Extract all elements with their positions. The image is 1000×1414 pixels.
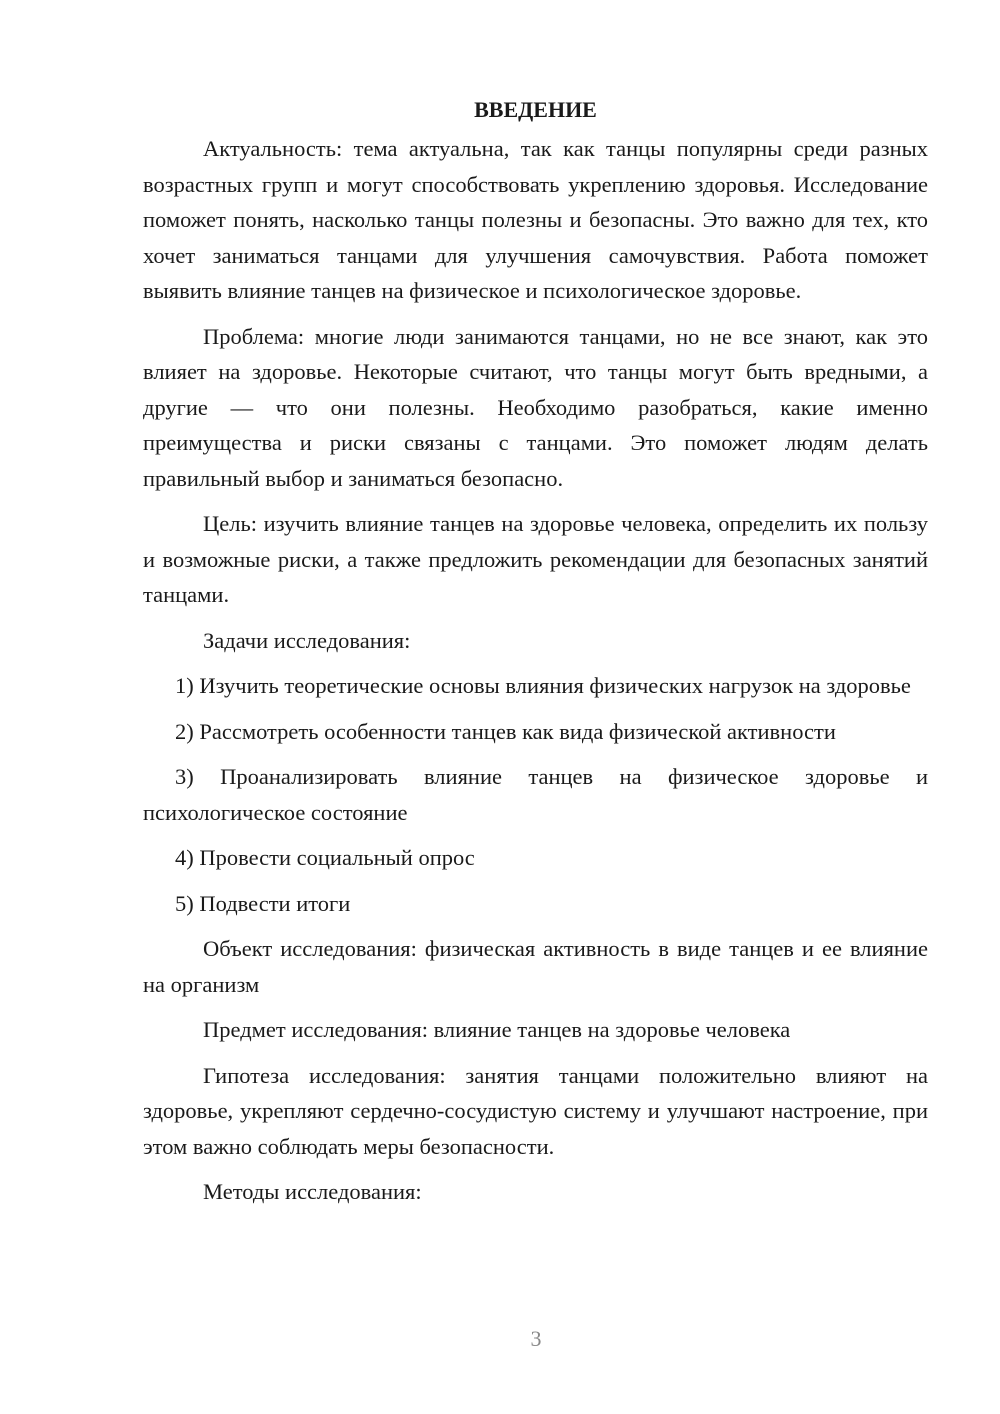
paragraph-methods: Методы исследования: [203, 1179, 422, 1204]
paragraph-goal: Цель: изучить влияние танцев на здоровье человека, определить их пользу и возможные риски, а также предложить рекомендации для безопасных занятий танцами. [143, 511, 928, 607]
paragraph-subject: Предмет исследования: влияние танцев на здоровье человека [203, 1017, 791, 1042]
paragraph-problem: Проблема: многие люди занимаются танцами, но не все знают, как это влияет на здоровье. Некоторые считают, что танцы могут быть вредными, а другие — что они полезны. Необходимо разобраться, какие именно преимущества и риски связаны с танцами. Это поможет людям делать правильный выбор и заниматься безопасно. [143, 323, 928, 491]
section-title: ВВЕДЕНИЕ [474, 97, 597, 122]
task-item-3: 3) Проанализировать влияние танцев на физическое здоровье и психологическое состояние [143, 764, 928, 825]
paragraph-hypothesis: Гипотеза исследования: занятия танцами положительно влияют на здоровье, укрепляют сердечно-сосудистую систему и улучшают настроение, при этом важно соблюдать меры безопасности. [143, 1062, 928, 1159]
paragraph-tasks-heading: Задачи исследования: [203, 627, 411, 653]
paragraph-relevance: Актуальность: тема актуальна, так как танцы популярны среди разных возрастных групп и могут способствовать укреплению здоровья. Исследование поможет понять, насколько танцы полезны и безопасны. Это важно для тех, кто хочет заниматься танцами для улучшения самочувствия. Работа поможет выявить влияние танцев на физическое и психологическое здоровье. [143, 136, 928, 303]
paragraph-object: Объект исследования: физическая активность в виде танцев и ее влияние на организм [143, 936, 928, 997]
task-item-5: 5) Подвести итоги [175, 890, 351, 916]
page-number: 3 [530, 1326, 542, 1351]
task-item-4: 4) Провести социальный опрос [175, 845, 475, 870]
task-item-1: 1) Изучить теоретические основы влияния физических нагрузок на здоровье [175, 673, 911, 698]
task-item-2: 2) Рассмотреть особенности танцев как вида физической активности [175, 718, 836, 744]
